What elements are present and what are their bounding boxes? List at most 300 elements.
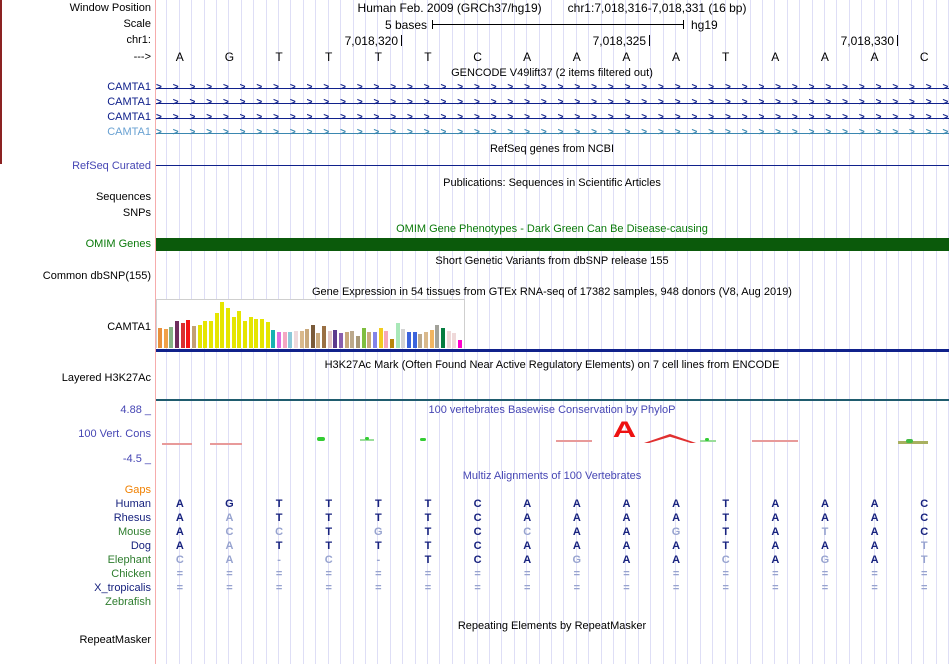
alignment-base: = <box>523 582 531 594</box>
gtex-bar <box>396 323 400 348</box>
arrowhead-icon: > <box>858 112 865 123</box>
species-label[interactable]: Rhesus <box>113 512 151 524</box>
arrowhead-icon: > <box>875 112 882 123</box>
alignment-base: T <box>275 540 283 552</box>
arrowhead-icon: > <box>507 82 514 93</box>
arrowhead-icon: > <box>624 127 631 138</box>
gtex-bar <box>362 328 366 348</box>
arrowhead-icon: > <box>624 97 631 108</box>
track-title-gencode[interactable]: GENCODE V49lift37 (2 items filtered out) <box>451 67 653 79</box>
track-title-h3k27ac[interactable]: H3K27Ac Mark (Often Found Near Active Regulatory Elements) on 7 cell lines from ENCODE <box>324 359 780 371</box>
alignment-base: = <box>474 582 481 594</box>
alignment-base: C <box>920 498 929 510</box>
assembly-short-label: hg19 <box>691 18 718 32</box>
window-position-title <box>155 2 949 15</box>
arrowhead-icon: > <box>708 82 715 93</box>
arrowhead-icon: > <box>540 82 547 93</box>
arrowhead-icon: > <box>808 112 815 123</box>
gtex-bar <box>390 339 394 348</box>
arrowhead-icon: > <box>724 82 731 93</box>
arrowhead-icon: > <box>858 97 865 108</box>
arrowhead-icon: > <box>557 112 564 123</box>
arrowhead-icon: > <box>574 97 581 108</box>
gtex-bar <box>277 332 281 348</box>
arrowhead-icon: > <box>808 127 815 138</box>
arrowhead-icon: > <box>440 97 447 108</box>
sequence-base: A <box>175 50 184 64</box>
alignment-base: T <box>325 526 333 538</box>
alignment-base: A <box>225 512 234 524</box>
arrowhead-icon: > <box>524 112 530 123</box>
arrowhead-icon: > <box>222 97 229 108</box>
arrowhead-icon: > <box>624 82 631 93</box>
species-label[interactable]: Zebrafish <box>105 596 151 608</box>
conservation-mark <box>420 438 426 441</box>
gtex-bar <box>401 329 405 348</box>
alignment-base: A <box>672 512 681 524</box>
arrowhead-icon: > <box>942 82 949 93</box>
arrowhead-icon: > <box>407 127 413 138</box>
alignment-base: = <box>375 582 382 594</box>
arrowhead-icon: > <box>591 112 597 123</box>
alignment-base: = <box>722 568 729 580</box>
alignment-base: T <box>325 498 333 510</box>
alignment-base: = <box>772 568 779 580</box>
arrowhead-icon: > <box>490 82 497 93</box>
track-label-100-vert-cons[interactable]: 100 Vert. Cons <box>78 428 151 440</box>
gtex-bar <box>237 311 241 348</box>
sequence-base: T <box>722 50 730 64</box>
conservation-mark <box>906 439 913 443</box>
arrowhead-icon: > <box>407 82 413 93</box>
track-title-dbsnp[interactable]: Short Genetic Variants from dbSNP release 155 <box>435 255 669 267</box>
track-title-refseq[interactable]: RefSeq genes from NCBI <box>489 143 615 155</box>
track-label-common-dbsnp[interactable]: Common dbSNP(155) <box>42 270 151 282</box>
gtex-bar <box>186 320 190 348</box>
arrowhead-icon: > <box>273 127 279 138</box>
arrowhead-icon: > <box>189 112 196 123</box>
track-label-refseq-curated[interactable]: RefSeq Curated <box>72 160 151 172</box>
arrowhead-icon: > <box>507 97 514 108</box>
arrowhead-icon: > <box>741 112 748 123</box>
track-label-snps[interactable]: SNPs <box>122 207 151 219</box>
alignment-base: C <box>721 554 730 566</box>
arrowhead-icon: > <box>708 112 715 123</box>
alignment-base: = <box>920 568 928 580</box>
alignment-base: G <box>225 498 234 510</box>
arrowhead-icon: > <box>289 127 296 138</box>
arrowhead-icon: > <box>222 112 229 123</box>
gtex-bar <box>435 325 439 348</box>
arrowhead-icon: > <box>390 127 397 138</box>
arrowhead-icon: > <box>791 127 798 138</box>
alignment-base: C <box>920 526 929 538</box>
arrowhead-icon: > <box>440 112 447 123</box>
alignment-base: A <box>870 498 879 510</box>
arrowhead-icon: > <box>574 112 581 123</box>
arrowhead-icon: > <box>825 82 832 93</box>
alignment-base: C <box>473 540 482 552</box>
arrowhead-icon: > <box>892 112 899 123</box>
gtex-bar <box>169 327 173 348</box>
alignment-base: G <box>572 554 582 566</box>
alignment-base: = <box>672 582 680 594</box>
sequence-base: T <box>275 50 283 64</box>
arrowhead-icon: > <box>658 127 664 138</box>
arrowhead-icon: > <box>691 82 698 93</box>
coordinate-label: 7,018,330 <box>840 34 894 48</box>
track-start-guideline <box>155 0 156 664</box>
arrowhead-icon: > <box>842 127 848 138</box>
coordinate-label: 7,018,320 <box>344 34 398 48</box>
arrowhead-icon: > <box>741 97 748 108</box>
gtex-bar <box>232 317 236 348</box>
alignment-base: A <box>771 526 780 538</box>
arrowhead-icon: > <box>641 127 648 138</box>
gtex-bar <box>441 328 445 348</box>
arrowhead-icon: > <box>206 82 213 93</box>
alignment-base: = <box>325 582 332 594</box>
gtex-bar <box>164 329 168 348</box>
arrowhead-icon: > <box>306 127 313 138</box>
arrowhead-icon: > <box>909 112 915 123</box>
arrowhead-icon: > <box>390 112 397 123</box>
gtex-bar <box>322 326 326 348</box>
alignment-base: = <box>573 582 581 594</box>
gtex-bar <box>452 333 456 348</box>
gtex-bar <box>249 317 253 348</box>
arrowhead-icon: > <box>758 112 765 123</box>
arrowhead-icon: > <box>156 82 162 93</box>
arrowhead-icon: > <box>423 127 430 138</box>
track-label-repeatmasker[interactable]: RepeatMasker <box>79 634 151 646</box>
alignment-base: = <box>871 582 878 594</box>
arrowhead-icon: > <box>674 112 681 123</box>
alignment-base: = <box>523 568 531 580</box>
arrowhead-icon: > <box>490 97 497 108</box>
chromosome-label: chr1: <box>126 34 151 46</box>
arrowhead-icon: > <box>423 112 430 123</box>
arrowhead-icon: > <box>758 82 765 93</box>
arrowhead-icon: > <box>741 82 748 93</box>
alignment-base: A <box>523 554 532 566</box>
track-label-gtex-gene[interactable]: CAMTA1 <box>107 321 151 333</box>
arrowhead-icon: > <box>658 82 664 93</box>
alignment-base: T <box>374 498 382 510</box>
species-label[interactable]: Human <box>115 498 151 510</box>
track-title-publications[interactable]: Publications: Sequences in Scientific Articles <box>443 177 661 189</box>
arrowhead-icon: > <box>323 97 330 108</box>
species-label[interactable]: Dog <box>130 540 151 552</box>
arrowhead-icon: > <box>524 97 530 108</box>
alignment-base: A <box>672 540 681 552</box>
track-label-omim-genes[interactable]: OMIM Genes <box>85 238 151 250</box>
arrowhead-icon: > <box>540 97 547 108</box>
conservation-mark <box>162 443 192 445</box>
alignment-base: T <box>325 540 333 552</box>
arrowhead-icon: > <box>457 97 464 108</box>
sequence-base: A <box>572 50 581 64</box>
arrowhead-icon: > <box>691 112 698 123</box>
alignment-base: A <box>771 554 780 566</box>
alignment-base: A <box>771 498 780 510</box>
arrowhead-icon: > <box>256 112 263 123</box>
track-title-multiz[interactable]: Multiz Alignments of 100 Vertebrates <box>462 470 642 482</box>
arrowhead-icon: > <box>892 97 899 108</box>
arrowhead-icon: > <box>591 127 597 138</box>
gtex-bar <box>333 330 337 348</box>
gtex-bar <box>458 340 462 348</box>
alignment-base: A <box>175 498 184 510</box>
sequence-base: T <box>325 50 333 64</box>
alignment-base: A <box>622 498 631 510</box>
arrowhead-icon: > <box>624 112 631 123</box>
arrowhead-icon: > <box>473 97 480 108</box>
track-hline <box>156 399 949 401</box>
species-label[interactable]: Chicken <box>111 568 151 580</box>
arrowhead-icon: > <box>407 97 413 108</box>
coordinate-label: 7,018,325 <box>592 34 646 48</box>
arrowhead-icon: > <box>356 82 363 93</box>
strand-direction-label: ---> <box>133 51 151 63</box>
transcript-arrow-row[interactable] <box>156 97 949 109</box>
arrowhead-icon: > <box>440 82 447 93</box>
alignment-base: = <box>623 582 630 594</box>
sequence-base: T <box>374 50 382 64</box>
alignment-base: = <box>722 582 729 594</box>
arrowhead-icon: > <box>306 82 313 93</box>
scale-bar-right-tick <box>683 20 684 29</box>
sequence-base: T <box>424 50 432 64</box>
arrowhead-icon: > <box>791 112 798 123</box>
arrowhead-icon: > <box>708 127 715 138</box>
sequence-base: A <box>523 50 532 64</box>
arrowhead-icon: > <box>842 112 848 123</box>
arrowhead-icon: > <box>256 82 263 93</box>
arrowhead-icon: > <box>473 112 480 123</box>
gtex-bar <box>311 325 315 348</box>
track-title-repeatmasker[interactable]: Repeating Elements by RepeatMasker <box>457 620 647 632</box>
transcript-arrow-row[interactable] <box>156 82 949 94</box>
arrowhead-icon: > <box>775 97 782 108</box>
arrowhead-icon: > <box>239 127 246 138</box>
arrowhead-icon: > <box>323 82 330 93</box>
alignment-base: = <box>275 568 283 580</box>
gtex-bar <box>254 319 258 348</box>
alignment-base: A <box>572 540 581 552</box>
arrowhead-icon: > <box>206 97 213 108</box>
arrowhead-icon: > <box>724 97 731 108</box>
gtex-bar <box>192 326 196 348</box>
alignment-base: = <box>275 582 283 594</box>
alignment-base: = <box>474 568 481 580</box>
alignment-base: A <box>820 512 829 524</box>
arrowhead-icon: > <box>256 127 263 138</box>
conservation-mark <box>705 438 709 441</box>
alignment-base: T <box>424 554 432 566</box>
arrowhead-icon: > <box>607 112 614 123</box>
alignment-base: C <box>324 554 333 566</box>
gene-label[interactable]: CAMTA1 <box>107 111 151 123</box>
arrowhead-icon: > <box>206 112 213 123</box>
species-label[interactable]: Gaps <box>124 484 151 496</box>
alignment-base: C <box>920 512 929 524</box>
alignment-base: A <box>870 512 879 524</box>
alignment-base: = <box>821 568 829 580</box>
alignment-base: T <box>920 540 928 552</box>
alignment-base: T <box>424 498 432 510</box>
alignment-base: T <box>722 512 730 524</box>
arrowhead-icon: > <box>273 112 279 123</box>
arrowhead-icon: > <box>323 112 330 123</box>
arrowhead-icon: > <box>222 127 229 138</box>
coordinate-tick <box>897 35 898 46</box>
arrowhead-icon: > <box>273 97 279 108</box>
arrowhead-icon: > <box>356 97 363 108</box>
arrowhead-icon: > <box>691 97 698 108</box>
gtex-bar <box>226 308 230 348</box>
alignment-base: A <box>870 526 879 538</box>
alignment-base: A <box>870 554 879 566</box>
sequence-base: C <box>919 50 929 64</box>
alignment-base: = <box>226 582 233 594</box>
arrowhead-icon: > <box>490 127 497 138</box>
conservation-mark <box>556 440 592 442</box>
alignment-base: T <box>374 540 382 552</box>
species-label[interactable]: Elephant <box>107 554 151 566</box>
arrowhead-icon: > <box>340 112 346 123</box>
alignment-base: A <box>225 554 234 566</box>
track-title-omim[interactable]: OMIM Gene Phenotypes - Dark Green Can Be Disease-causing <box>396 223 708 235</box>
alignment-base: A <box>870 540 879 552</box>
alignment-base: C <box>225 526 234 538</box>
arrowhead-icon: > <box>674 97 681 108</box>
alignment-base: A <box>572 512 581 524</box>
arrowhead-icon: > <box>591 97 597 108</box>
arrowhead-icon: > <box>775 82 782 93</box>
arrowhead-icon: > <box>256 97 263 108</box>
arrowhead-icon: > <box>189 127 196 138</box>
track-label-h3k27ac[interactable]: Layered H3K27Ac <box>61 372 151 384</box>
alignment-base: A <box>771 512 780 524</box>
arrowhead-icon: > <box>842 82 848 93</box>
gene-label[interactable]: CAMTA1 <box>107 81 151 93</box>
gtex-bar <box>209 321 213 348</box>
alignment-base: = <box>325 568 332 580</box>
alignment-base: = <box>226 568 233 580</box>
alignment-base: A <box>672 498 681 510</box>
arrowhead-icon: > <box>239 97 246 108</box>
species-label[interactable]: Mouse <box>117 526 151 538</box>
arrowhead-icon: > <box>909 82 915 93</box>
alignment-base: A <box>622 540 631 552</box>
gtex-bar <box>243 321 247 348</box>
arrowhead-icon: > <box>741 127 748 138</box>
alignment-base: A <box>771 540 780 552</box>
alignment-base: T <box>275 498 283 510</box>
arrowhead-icon: > <box>356 112 363 123</box>
transcript-arrow-row[interactable] <box>156 112 949 124</box>
arrowhead-icon: > <box>875 127 882 138</box>
alignment-base: T <box>325 512 333 524</box>
gtex-bar <box>350 331 354 348</box>
arrowhead-icon: > <box>607 127 614 138</box>
scale-bar-left-tick <box>432 20 433 29</box>
arrowhead-icon: > <box>875 82 882 93</box>
arrowhead-icon: > <box>842 97 848 108</box>
alignment-base: A <box>572 526 581 538</box>
gene-label[interactable]: CAMTA1 <box>107 96 151 108</box>
window-position-label: Window Position <box>69 2 151 14</box>
arrowhead-icon: > <box>507 112 514 123</box>
arrowhead-icon: > <box>875 97 882 108</box>
alignment-base: A <box>672 554 681 566</box>
alignment-base: A <box>523 540 532 552</box>
arrowhead-icon: > <box>858 127 865 138</box>
track-label-sequences[interactable]: Sequences <box>95 191 151 203</box>
arrowhead-icon: > <box>607 82 614 93</box>
gtex-bar <box>203 321 207 348</box>
arrowhead-icon: > <box>909 127 915 138</box>
species-label[interactable]: X_tropicalis <box>94 582 151 594</box>
arrowhead-icon: > <box>708 97 715 108</box>
arrowhead-icon: > <box>574 82 581 93</box>
arrowhead-icon: > <box>239 82 246 93</box>
arrowhead-icon: > <box>724 127 731 138</box>
conservation-mark <box>317 437 325 441</box>
arrowhead-icon: > <box>373 112 380 123</box>
alignment-base: = <box>424 568 432 580</box>
arrowhead-icon: > <box>440 127 447 138</box>
gtex-bar <box>367 332 371 348</box>
gtex-bar <box>373 332 377 348</box>
alignment-base: = <box>424 582 432 594</box>
alignment-base: T <box>722 526 730 538</box>
alignment-base: C <box>523 526 532 538</box>
arrowhead-icon: > <box>641 112 648 123</box>
gtex-bar <box>158 328 162 348</box>
arrowhead-icon: > <box>323 127 330 138</box>
gtex-bar <box>175 321 179 348</box>
arrowhead-icon: > <box>925 127 932 138</box>
arrowhead-icon: > <box>507 127 514 138</box>
arrowhead-icon: > <box>156 112 162 123</box>
arrowhead-icon: > <box>925 82 932 93</box>
arrowhead-icon: > <box>524 82 530 93</box>
gene-label[interactable]: CAMTA1 <box>107 126 151 138</box>
alignment-base: A <box>622 512 631 524</box>
arrowhead-icon: > <box>791 82 798 93</box>
gtex-bar <box>339 333 343 348</box>
gtex-bar <box>316 333 320 348</box>
gtex-bar <box>294 331 298 348</box>
track-title-phylop[interactable]: 100 vertebrates Basewise Conservation by PhyloP <box>428 404 676 416</box>
coordinate-tick <box>401 35 402 46</box>
alignment-base: T <box>722 540 730 552</box>
arrowhead-icon: > <box>189 82 196 93</box>
alignment-base: C <box>473 512 482 524</box>
arrowhead-icon: > <box>407 112 413 123</box>
alignment-base: T <box>424 512 432 524</box>
alignment-base: T <box>920 554 928 566</box>
gtex-bar <box>430 330 434 348</box>
arrowhead-icon: > <box>892 127 899 138</box>
gtex-bar <box>384 331 388 348</box>
track-title-gtex[interactable]: Gene Expression in 54 tissues from GTEx RNA-seq of 17382 samples, 948 donors (V8, Aug 2019) <box>312 286 792 298</box>
gtex-bar <box>305 329 309 348</box>
arrowhead-icon: > <box>423 82 430 93</box>
transcript-arrow-row[interactable] <box>156 127 949 139</box>
